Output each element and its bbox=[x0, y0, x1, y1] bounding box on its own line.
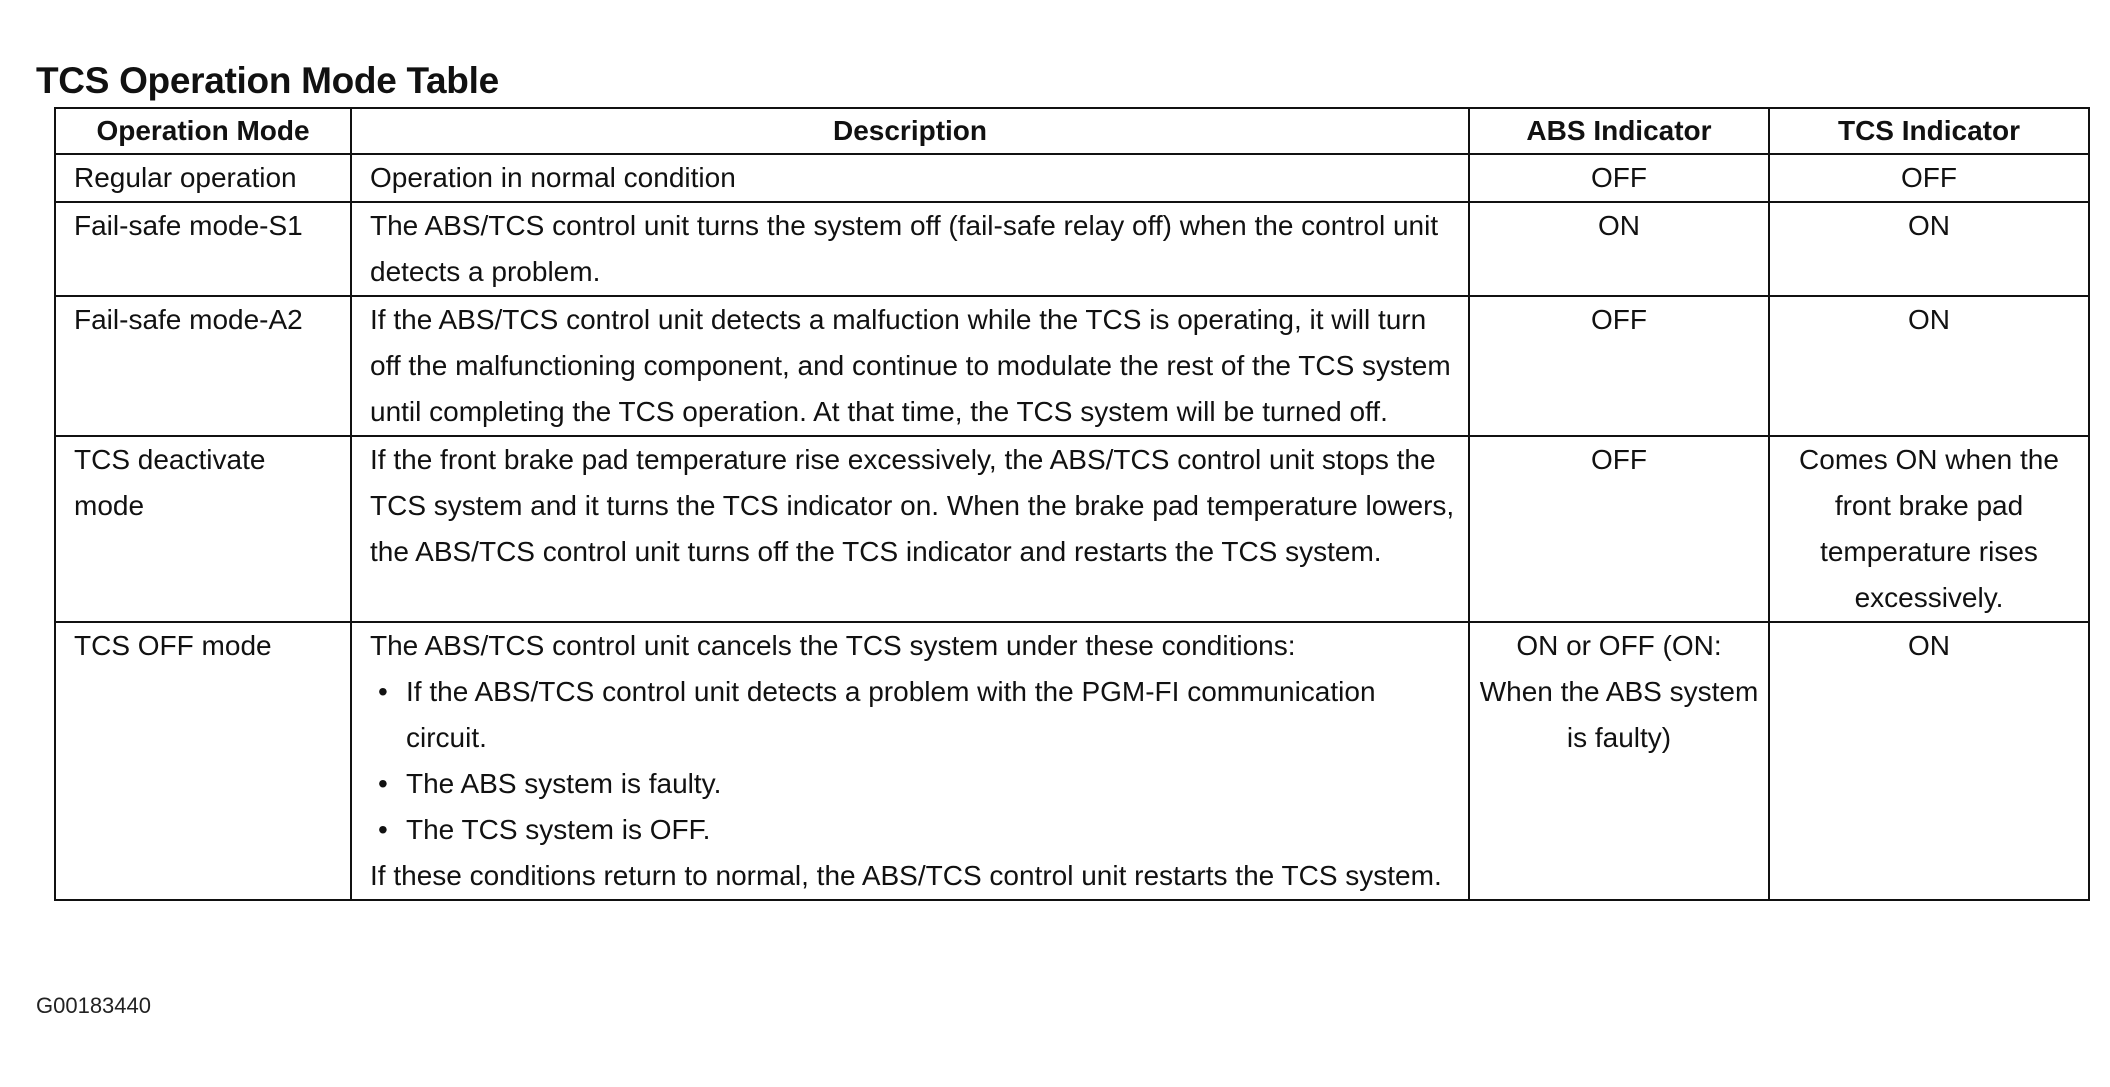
condition-item: • The TCS system is OFF. bbox=[370, 807, 1458, 853]
page-title: TCS Operation Mode Table bbox=[36, 60, 499, 101]
cell-operation-mode: TCS OFF mode bbox=[55, 622, 351, 900]
cell-description: If the ABS/TCS control unit detects a malfuction while the TCS is operating, it will turn off the malfunctioning component, and continue to modulate the rest of the TCS system until completing the TCS operation. At that time, the TCS system will be turned off. bbox=[351, 296, 1469, 436]
cell-description: If the front brake pad temperature rise excessively, the ABS/TCS control unit stops the TCS system and it turns the TCS indicator on. When the brake pad temperature lowers, the ABS/TCS control unit turns off the TCS indicator and restarts the TCS system. bbox=[351, 436, 1469, 622]
cell-operation-mode: Regular operation bbox=[55, 154, 351, 202]
cell-abs-indicator: OFF bbox=[1469, 296, 1769, 436]
table-row bbox=[55, 154, 2089, 202]
cell-tcs-indicator: ON bbox=[1769, 202, 2089, 296]
figure-code: G00183440 bbox=[36, 993, 151, 1018]
cell-abs-indicator: ON bbox=[1469, 202, 1769, 296]
cell-description: The ABS/TCS control unit turns the system off (fail-safe relay off) when the control unit detects a problem. bbox=[351, 202, 1469, 296]
table-header-row bbox=[55, 108, 2089, 154]
column-header-operation-mode: Operation Mode bbox=[55, 108, 351, 154]
cell-operation-mode: Fail-safe mode-S1 bbox=[55, 202, 351, 296]
column-header-description: Description bbox=[351, 108, 1469, 154]
cell-tcs-indicator: OFF bbox=[1769, 154, 2089, 202]
condition-list bbox=[370, 669, 1458, 853]
cell-description: Operation in normal condition bbox=[351, 154, 1469, 202]
cell-description bbox=[351, 622, 1469, 900]
cell-tcs-indicator: Comes ON when the front brake pad temperature rises excessively. bbox=[1769, 436, 2089, 622]
operation-mode-table bbox=[54, 107, 2090, 901]
condition-item: • The ABS system is faulty. bbox=[370, 761, 1458, 807]
cell-abs-indicator: ON or OFF (ON: When the ABS system is faulty) bbox=[1469, 622, 1769, 900]
condition-item: • If the ABS/TCS control unit detects a problem with the PGM-FI communication circuit. bbox=[370, 669, 1458, 761]
table-row bbox=[55, 202, 2089, 296]
description-intro: The ABS/TCS control unit cancels the TCS system under these conditions: bbox=[370, 630, 1296, 661]
cell-tcs-indicator: ON bbox=[1769, 296, 2089, 436]
table-row bbox=[55, 622, 2089, 900]
cell-operation-mode: TCS deactivate mode bbox=[55, 436, 351, 622]
cell-abs-indicator: OFF bbox=[1469, 436, 1769, 622]
cell-tcs-indicator: ON bbox=[1769, 622, 2089, 900]
description-outro: If these conditions return to normal, the ABS/TCS control unit restarts the TCS system. bbox=[370, 860, 1442, 891]
table-row bbox=[55, 296, 2089, 436]
cell-abs-indicator: OFF bbox=[1469, 154, 1769, 202]
cell-operation-mode: Fail-safe mode-A2 bbox=[55, 296, 351, 436]
column-header-abs-indicator: ABS Indicator bbox=[1469, 108, 1769, 154]
table-row bbox=[55, 436, 2089, 622]
column-header-tcs-indicator: TCS Indicator bbox=[1769, 108, 2089, 154]
